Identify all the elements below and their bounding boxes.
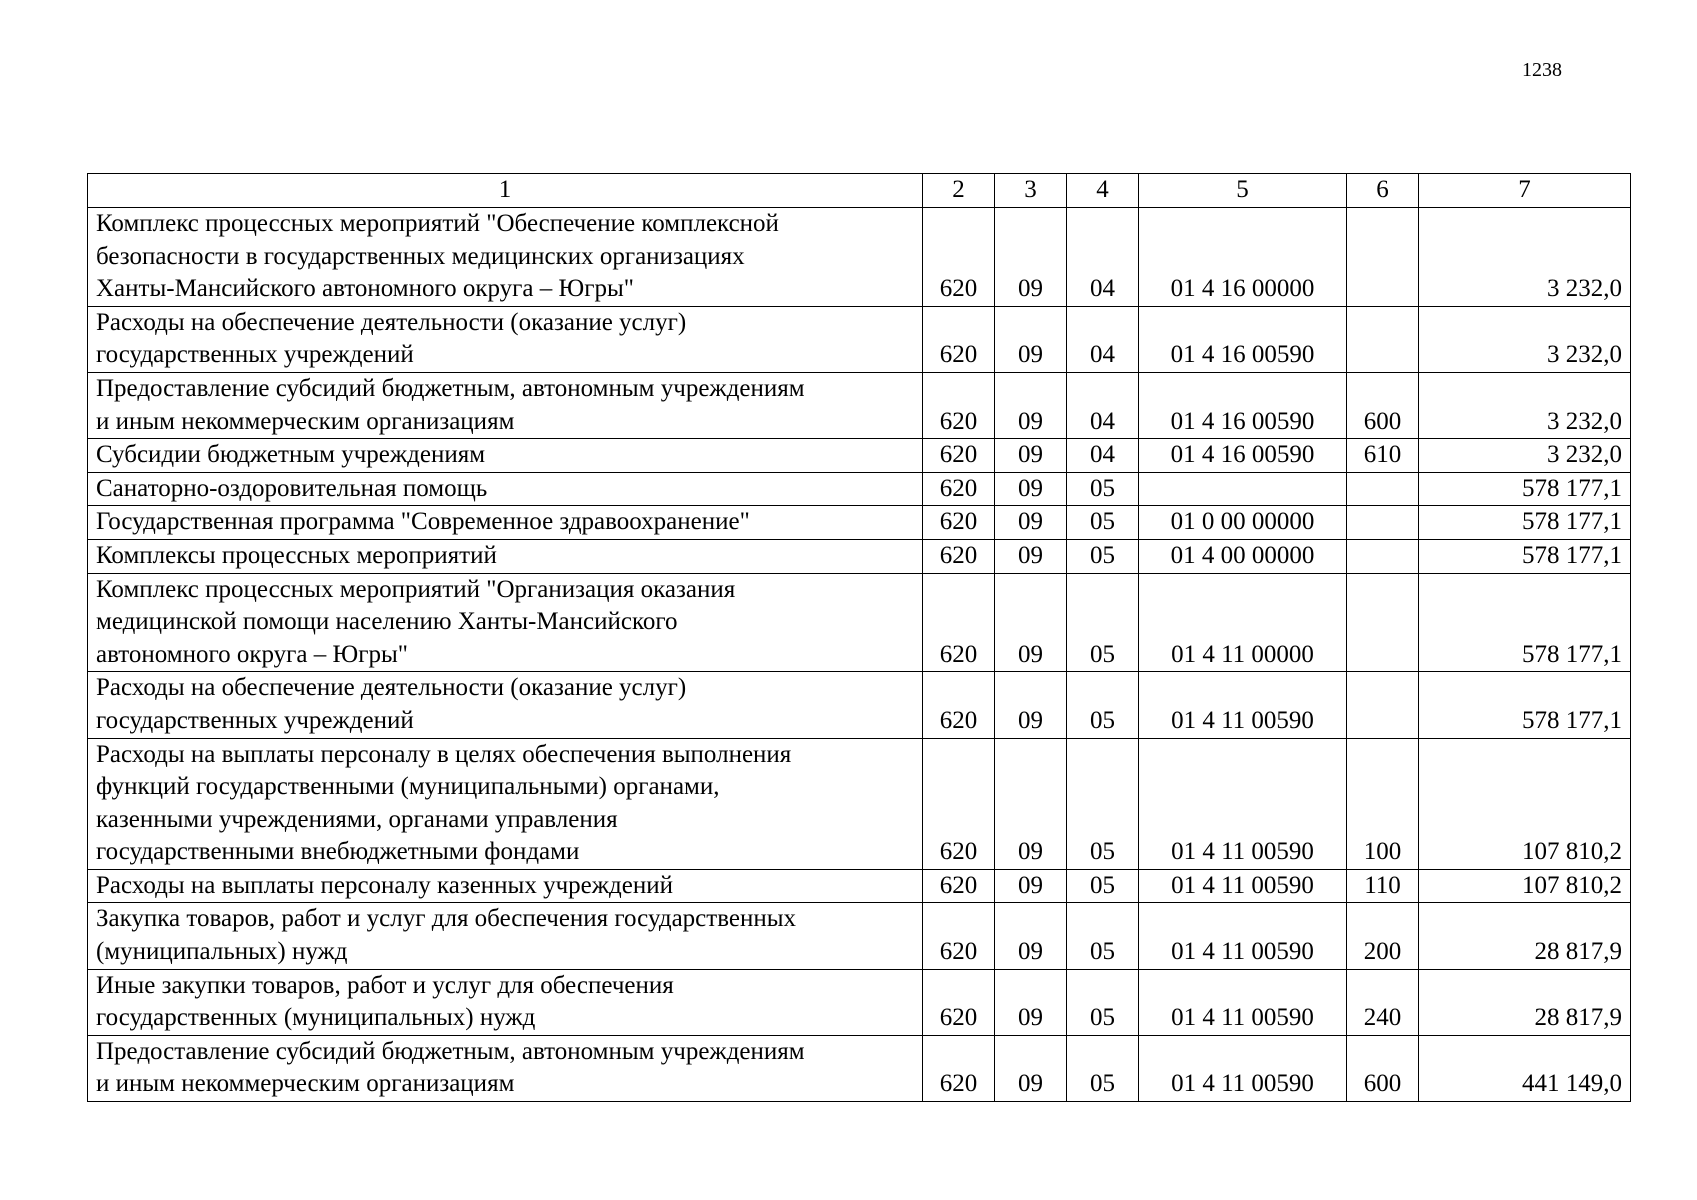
col-4-cell: 05 [1067, 506, 1139, 540]
col-6-cell: 240 [1347, 969, 1419, 1035]
col-7-cell: 441 149,0 [1419, 1035, 1631, 1101]
col-7-cell: 578 177,1 [1419, 539, 1631, 573]
col-4-cell: 05 [1067, 903, 1139, 969]
col-2-cell: 620 [923, 539, 995, 573]
col-7-cell: 578 177,1 [1419, 472, 1631, 506]
col-2-cell: 620 [923, 372, 995, 438]
row-name-line: и иным некоммерческим организациям [96, 1070, 515, 1098]
row-name-line: Санаторно-оздоровительная помощь [96, 474, 488, 502]
row-name-cell [88, 738, 923, 869]
table-row [88, 539, 1631, 573]
col-2-cell: 620 [923, 439, 995, 473]
row-name-line: Расходы на выплаты персоналу казенных учреждений [96, 871, 673, 899]
col-4-cell: 04 [1067, 306, 1139, 372]
column-header: 3 [995, 174, 1067, 208]
col-4-cell: 05 [1067, 573, 1139, 672]
col-6-cell: 200 [1347, 903, 1419, 969]
col-2-cell: 620 [923, 738, 995, 869]
row-name-line: функций государственными (муниципальными) органами, [96, 773, 720, 801]
col-6-cell [1347, 472, 1419, 506]
col-6-cell: 100 [1347, 738, 1419, 869]
row-name-line: Субсидии бюджетным учреждениям [96, 441, 486, 469]
col-5-cell: 01 4 11 00590 [1139, 672, 1347, 738]
row-name-line: Ханты-Мансийского автономного округа – Югры" [96, 275, 634, 303]
col-3-cell: 09 [995, 439, 1067, 473]
col-4-cell: 05 [1067, 869, 1139, 903]
column-header: 1 [88, 174, 923, 208]
table-row [88, 969, 1631, 1035]
col-3-cell: 09 [995, 208, 1067, 307]
col-3-cell: 09 [995, 306, 1067, 372]
table-row [88, 573, 1631, 672]
table-row [88, 306, 1631, 372]
row-name-line: Государственная программа "Современное здравоохранение" [96, 508, 750, 536]
row-name-line: государственных учреждений [96, 706, 414, 734]
table-row [88, 472, 1631, 506]
col-3-cell: 09 [995, 472, 1067, 506]
column-header: 7 [1419, 174, 1631, 208]
row-name-cell [88, 573, 923, 672]
col-5-cell: 01 4 11 00590 [1139, 869, 1347, 903]
col-2-cell: 620 [923, 969, 995, 1035]
col-5-cell: 01 4 16 00590 [1139, 306, 1347, 372]
col-3-cell: 09 [995, 1035, 1067, 1101]
col-6-cell [1347, 306, 1419, 372]
col-7-cell: 578 177,1 [1419, 573, 1631, 672]
col-4-cell: 05 [1067, 472, 1139, 506]
column-header: 5 [1139, 174, 1347, 208]
col-7-cell: 3 232,0 [1419, 306, 1631, 372]
row-name-cell [88, 372, 923, 438]
row-name-line: Комплексы процессных мероприятий [96, 541, 497, 569]
col-6-cell: 600 [1347, 372, 1419, 438]
col-2-cell: 620 [923, 672, 995, 738]
col-6-cell [1347, 208, 1419, 307]
col-5-cell [1139, 472, 1347, 506]
table-row [88, 903, 1631, 969]
col-7-cell: 3 232,0 [1419, 372, 1631, 438]
col-6-cell [1347, 573, 1419, 672]
row-name-line: государственных (муниципальных) нужд [96, 1004, 536, 1032]
table-body [88, 208, 1631, 1102]
col-4-cell: 05 [1067, 969, 1139, 1035]
row-name-line: Расходы на обеспечение деятельности (оказание услуг) [96, 308, 687, 336]
row-name-line: медицинской помощи населению Ханты-Мансийского [96, 608, 678, 636]
col-7-cell: 3 232,0 [1419, 208, 1631, 307]
table-row [88, 506, 1631, 540]
col-2-cell: 620 [923, 1035, 995, 1101]
row-name-line: государственных учреждений [96, 341, 414, 369]
col-4-cell: 05 [1067, 738, 1139, 869]
row-name-line: и иным некоммерческим организациям [96, 407, 515, 435]
col-4-cell: 05 [1067, 539, 1139, 573]
col-2-cell: 620 [923, 506, 995, 540]
row-name-line: безопасности в государственных медицинских организациях [96, 242, 745, 270]
row-name-cell [88, 472, 923, 506]
row-name-cell [88, 306, 923, 372]
table-row [88, 439, 1631, 473]
col-3-cell: 09 [995, 539, 1067, 573]
col-7-cell: 28 817,9 [1419, 969, 1631, 1035]
col-5-cell: 01 4 11 00590 [1139, 969, 1347, 1035]
col-5-cell: 01 4 00 00000 [1139, 539, 1347, 573]
col-5-cell: 01 4 11 00590 [1139, 738, 1347, 869]
col-7-cell: 28 817,9 [1419, 903, 1631, 969]
column-header: 6 [1347, 174, 1419, 208]
col-3-cell: 09 [995, 869, 1067, 903]
row-name-line: Расходы на обеспечение деятельности (оказание услуг) [96, 674, 687, 702]
row-name-cell [88, 506, 923, 540]
col-4-cell: 04 [1067, 372, 1139, 438]
col-2-cell: 620 [923, 869, 995, 903]
col-7-cell: 3 232,0 [1419, 439, 1631, 473]
table-row [88, 869, 1631, 903]
table-header-row [88, 174, 1631, 208]
col-3-cell: 09 [995, 372, 1067, 438]
col-6-cell [1347, 506, 1419, 540]
col-3-cell: 09 [995, 506, 1067, 540]
col-6-cell: 610 [1347, 439, 1419, 473]
col-4-cell: 04 [1067, 208, 1139, 307]
col-6-cell [1347, 539, 1419, 573]
row-name-cell [88, 539, 923, 573]
col-3-cell: 09 [995, 969, 1067, 1035]
col-6-cell [1347, 672, 1419, 738]
table-row [88, 738, 1631, 869]
row-name-line: автономного округа – Югры" [96, 640, 408, 668]
col-6-cell: 600 [1347, 1035, 1419, 1101]
col-3-cell: 09 [995, 738, 1067, 869]
row-name-line: Предоставление субсидий бюджетным, автономным учреждениям [96, 374, 805, 402]
table-row [88, 208, 1631, 307]
col-5-cell: 01 4 16 00590 [1139, 372, 1347, 438]
row-name-line: Закупка товаров, работ и услуг для обеспечения государственных [96, 905, 797, 933]
col-5-cell: 01 4 11 00590 [1139, 1035, 1347, 1101]
table-row [88, 672, 1631, 738]
column-header: 2 [923, 174, 995, 208]
col-4-cell: 05 [1067, 1035, 1139, 1101]
row-name-cell [88, 1035, 923, 1101]
col-7-cell: 107 810,2 [1419, 869, 1631, 903]
page-number: 1238 [1522, 59, 1562, 81]
col-5-cell: 01 0 00 00000 [1139, 506, 1347, 540]
row-name-line: казенными учреждениями, органами управления [96, 805, 618, 833]
row-name-line: Иные закупки товаров, работ и услуг для обеспечения [96, 971, 674, 999]
col-3-cell: 09 [995, 573, 1067, 672]
col-2-cell: 620 [923, 306, 995, 372]
table-row [88, 372, 1631, 438]
col-2-cell: 620 [923, 472, 995, 506]
col-5-cell: 01 4 16 00590 [1139, 439, 1347, 473]
col-2-cell: 620 [923, 208, 995, 307]
col-2-cell: 620 [923, 903, 995, 969]
row-name-line: (муниципальных) нужд [96, 938, 348, 966]
budget-table [87, 173, 1631, 1102]
row-name-cell [88, 903, 923, 969]
row-name-cell [88, 439, 923, 473]
col-4-cell: 04 [1067, 439, 1139, 473]
row-name-cell [88, 869, 923, 903]
col-6-cell: 110 [1347, 869, 1419, 903]
row-name-line: Предоставление субсидий бюджетным, автономным учреждениям [96, 1037, 805, 1065]
col-5-cell: 01 4 16 00000 [1139, 208, 1347, 307]
col-5-cell: 01 4 11 00000 [1139, 573, 1347, 672]
col-3-cell: 09 [995, 903, 1067, 969]
row-name-line: государственными внебюджетными фондами [96, 838, 580, 866]
col-7-cell: 107 810,2 [1419, 738, 1631, 869]
row-name-cell [88, 208, 923, 307]
col-3-cell: 09 [995, 672, 1067, 738]
row-name-cell [88, 672, 923, 738]
column-header: 4 [1067, 174, 1139, 208]
row-name-line: Комплекс процессных мероприятий "Обеспечение комплексной [96, 210, 779, 237]
col-4-cell: 05 [1067, 672, 1139, 738]
row-name-line: Комплекс процессных мероприятий "Организация оказания [96, 575, 736, 603]
col-5-cell: 01 4 11 00590 [1139, 903, 1347, 969]
col-7-cell: 578 177,1 [1419, 672, 1631, 738]
col-2-cell: 620 [923, 573, 995, 672]
table-row [88, 1035, 1631, 1101]
row-name-line: Расходы на выплаты персоналу в целях обеспечения выполнения [96, 740, 792, 768]
row-name-cell [88, 969, 923, 1035]
col-7-cell: 578 177,1 [1419, 506, 1631, 540]
